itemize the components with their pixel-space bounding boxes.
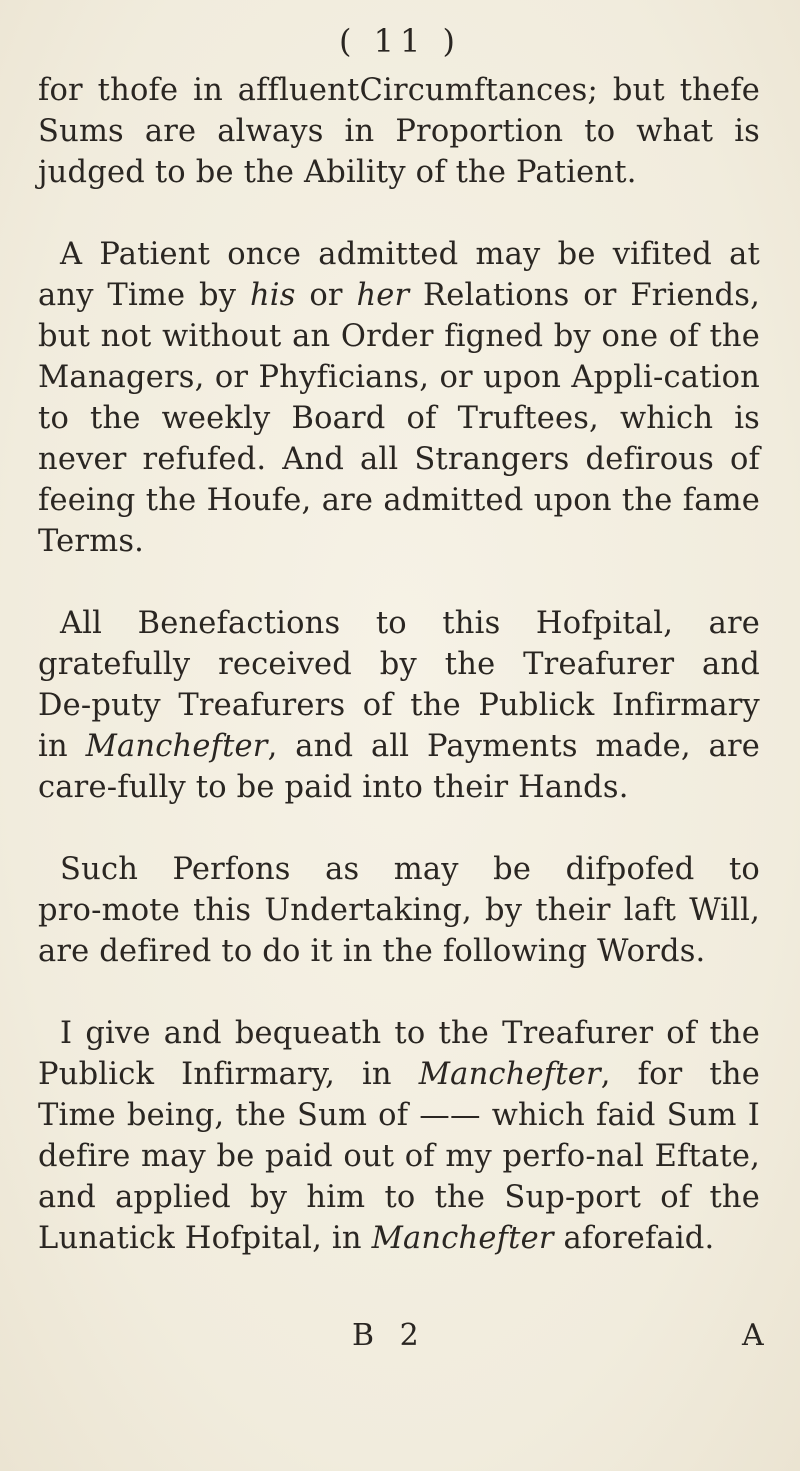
text-run: aforefaid. — [553, 1221, 715, 1256]
page-footer — [0, 1318, 800, 1358]
italic-run: her — [356, 278, 410, 313]
text-run: A Patient once admitted may be vifited at any Time by — [38, 237, 760, 313]
paragraph-visiting — [38, 234, 760, 562]
body-text — [38, 70, 760, 1300]
catchword: A — [742, 1318, 764, 1353]
text-run: or — [295, 278, 357, 313]
paragraph-bequest-intro: Such Perfons as may be difpofed to pro‑mote this Undertaking, by their laft Will, are defired to do it in the following Words. — [38, 852, 760, 969]
paragraph-benefactions — [38, 603, 760, 808]
text-run: Relations or Friends, but not without an Order figned by one of the Managers, or Phyficians, or upon Appli‑cation to the weekly Board of Truftees, which is never refufed. And all Strangers defirous of feeing the Houfe, are admitted upon the fame Terms. — [38, 278, 760, 559]
signature-mark: B 2 — [352, 1318, 427, 1353]
text-run: All Benefactions to this Hofpital, are gratefully received by the Treafurer and De‑puty Treafurers of the Publick Infirmary in — [38, 606, 760, 764]
text-run: , and all Payments made, are care‑fully to be paid into their Hands. — [38, 729, 760, 805]
text-run: , for the Time being, the Sum of —— which faid Sum I defire may be paid out of my perfo‑nal Eftate, and applied by him to the Sup‑port of the Lunatick Hofpital, in — [38, 1057, 760, 1256]
page-number: ( 11 ) — [338, 22, 462, 60]
italic-run: Manchefter — [418, 1057, 601, 1092]
paragraph-bequest-form — [38, 1013, 760, 1259]
text-run: I give and bequeath to the Treafurer of the Publick Infirmary, in — [38, 1016, 760, 1092]
italic-run: his — [249, 278, 296, 313]
paragraph-continuation: for thofe in affluentCircumftances; but thefe Sums are always in Proportion to what is judged to be the Ability of the Patient. — [38, 73, 760, 190]
italic-run: Manchefter — [85, 729, 268, 764]
italic-run: Manchefter — [371, 1221, 554, 1256]
